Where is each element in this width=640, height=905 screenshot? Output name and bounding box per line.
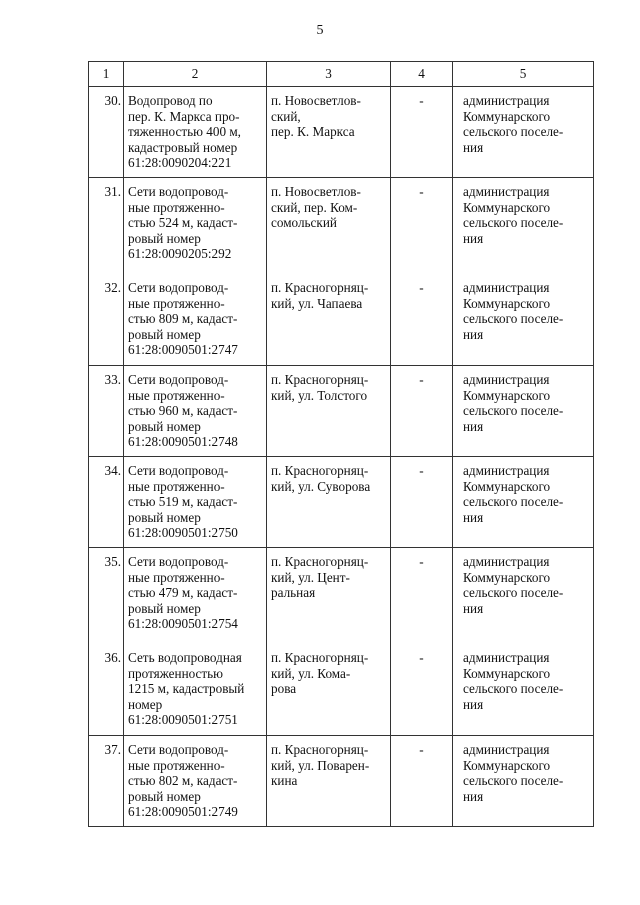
object-name-line: ные протяженно- [128,387,225,403]
object-location-line: п. Красногорняц- [271,371,369,387]
object-location-line: кий, ул. Чапаева [271,295,363,311]
object-name-line: стью 524 м, кадаст- [128,215,238,231]
object-name [124,178,267,274]
column-4-value [391,178,453,274]
owner-name-line: Коммунарского [463,387,551,403]
owner-name-line: ния [463,696,484,712]
owner-name-line: сельского поселе- [463,215,564,231]
owner-name-line: администрация [463,371,550,387]
owner-name-line: Коммунарского [463,478,551,494]
object-name-line: стью 519 м, кадаст- [128,494,238,510]
header-col-4: 4 [391,62,453,87]
row-number-text: 35. [104,553,121,569]
column-4-value-text: - [419,462,424,478]
object-location-line: кина [271,773,298,789]
owner-name-line: сельского поселе- [463,585,564,601]
object-name-line: Сети водопровод- [128,741,229,757]
object-name-line: Сеть водопроводная [128,649,242,665]
object-name-line: ровый номер [128,418,201,434]
owner-name [453,178,594,274]
owner-name-line: Коммунарского [463,665,551,681]
object-location-line: ральная [271,585,316,601]
object-location-line: п. Новосветлов- [271,184,361,199]
owner-name [453,644,594,736]
table-row [89,547,594,643]
column-4-value [391,547,453,643]
column-4-value [391,365,453,456]
object-name-line: ные протяженно- [128,478,225,494]
object-name-line: 61:28:0090501:2748 [128,434,238,450]
object-name-line: ные протяженно- [128,569,225,585]
owner-name-line: администрация [463,553,550,569]
row-number [89,456,124,547]
object-name-line: ровый номер [128,230,201,246]
row-number [89,644,124,736]
object-location-line: ский, [271,108,301,124]
object-name-line: номер [128,696,163,712]
column-4-value [391,274,453,366]
row-number-text: 30. [104,93,121,108]
object-name [124,644,267,736]
column-4-value [391,456,453,547]
object-location-line: п. Новосветлов- [271,93,361,108]
object-name-line: 61:28:0090501:2754 [128,616,238,632]
owner-name-line: ния [463,600,484,616]
object-location [267,274,391,366]
column-4-value [391,644,453,736]
object-location [267,456,391,547]
row-number [89,178,124,274]
owner-name-line: администрация [463,184,550,199]
column-4-value-text: - [419,553,424,569]
owner-name-line: сельского поселе- [463,124,564,140]
owner-name-line: сельского поселе- [463,494,564,510]
object-name-line: 61:28:0090501:2747 [128,342,238,358]
owner-name-line: Коммунарского [463,108,551,124]
owner-name-line: администрация [463,279,550,295]
object-name-line: Сети водопровод- [128,553,229,569]
column-4-value-text: - [419,649,424,665]
owner-name-line: Коммунарского [463,757,551,773]
header-col-3: 3 [267,62,391,87]
table-row [89,178,594,274]
object-location-line: кий, ул. Кома- [271,665,351,681]
owner-name-line: сельского поселе- [463,681,564,697]
owner-name-line: сельского поселе- [463,311,564,327]
column-4-value-text: - [419,741,424,757]
owner-name-line: ния [463,509,484,525]
object-name-line: 61:28:0090204:221 [128,155,232,171]
object-name-line: ные протяженно- [128,295,225,311]
registry-body [89,87,594,827]
object-name-line: протяженностью [128,665,224,681]
object-name-line: 61:28:0090501:2751 [128,712,238,728]
owner-name [453,735,594,826]
object-location-line: п. Красногорняц- [271,649,369,665]
row-number [89,87,124,178]
object-location-line: кий, ул. Поварен- [271,757,370,773]
object-name-line: ровый номер [128,788,201,804]
object-location [267,87,391,178]
object-name [124,456,267,547]
owner-name [453,274,594,366]
object-location-line: кий, ул. Суворова [271,478,371,494]
object-name-line: Сети водопровод- [128,279,229,295]
object-location [267,178,391,274]
object-name [124,87,267,178]
owner-name-line: администрация [463,649,550,665]
owner-name [453,547,594,643]
column-4-value-text: - [419,371,424,387]
owner-name-line: ния [463,418,484,434]
owner-name-line: ния [463,230,484,246]
object-location-line: ский, пер. Ком- [271,199,358,215]
object-name [124,365,267,456]
header-row [89,62,594,87]
owner-name-line: ния [463,326,484,342]
row-number-text: 33. [104,371,121,387]
column-4-value [391,735,453,826]
object-name [124,274,267,366]
owner-name-line: Коммунарского [463,569,551,585]
object-name-line: стью 809 м, кадаст- [128,311,238,327]
row-number [89,365,124,456]
row-number [89,547,124,643]
object-location [267,365,391,456]
table-row [89,644,594,736]
object-name-line: стью 802 м, кадаст- [128,773,238,789]
header-col-2: 2 [124,62,267,87]
owner-name-line: сельского поселе- [463,403,564,419]
row-number-text: 37. [104,741,121,757]
row-number-text: 31. [104,184,121,199]
object-location [267,547,391,643]
object-location-line: пер. К. Маркса [271,124,355,140]
object-location [267,644,391,736]
object-name [124,547,267,643]
object-name-line: Сети водопровод- [128,371,229,387]
object-name-line: ровый номер [128,509,201,525]
row-number-text: 34. [104,462,121,478]
owner-name [453,87,594,178]
header-col-5: 5 [453,62,594,87]
table-row [89,87,594,178]
page-number: 5 [316,23,324,38]
object-location-line: сомольский [271,215,337,231]
object-name-line: 61:28:0090501:2749 [128,804,238,820]
object-name-line: Сети водопровод- [128,462,229,478]
object-location-line: п. Красногорняц- [271,553,369,569]
object-name-line: пер. К. Маркса про- [128,108,240,124]
table-row [89,456,594,547]
object-location-line: п. Красногорняц- [271,741,369,757]
object-name-line: ные протяженно- [128,199,225,215]
object-location-line: кий, ул. Толстого [271,387,368,403]
registry-table [88,61,594,827]
table-row [89,365,594,456]
object-name-line: 61:28:0090501:2750 [128,525,238,541]
object-name-line: 61:28:0090205:292 [128,246,232,262]
owner-name-line: Коммунарского [463,295,551,311]
owner-name-line: администрация [463,741,550,757]
object-location [267,735,391,826]
owner-name-line: администрация [463,462,550,478]
object-location-line: кий, ул. Цент- [271,569,350,585]
owner-name-line: ния [463,139,484,155]
object-location-line: п. Красногорняц- [271,462,369,478]
column-4-value-text: - [419,93,424,108]
object-name-line: ные протяженно- [128,757,225,773]
table-row [89,735,594,826]
owner-name-line: сельского поселе- [463,773,564,789]
owner-name-line: администрация [463,93,550,108]
owner-name-line: ния [463,788,484,804]
object-location-line: п. Красногорняц- [271,279,369,295]
object-name-line: ровый номер [128,326,201,342]
row-number [89,735,124,826]
owner-name [453,365,594,456]
owner-name-line: Коммунарского [463,199,551,215]
object-name-line: кадастровый номер [128,139,238,155]
table-row [89,274,594,366]
object-name-line: 1215 м, кадастровый [128,681,245,697]
object-name [124,735,267,826]
row-number-text: 32. [104,279,121,295]
column-4-value-text: - [419,279,424,295]
object-name-line: Водопровод по [128,93,213,108]
object-name-line: стью 960 м, кадаст- [128,403,238,419]
object-name-line: тяженностью 400 м, [128,124,241,140]
row-number [89,274,124,366]
object-location-line: рова [271,681,297,697]
column-4-value [391,87,453,178]
object-name-line: стью 479 м, кадаст- [128,585,238,601]
header-col-1: 1 [89,62,124,87]
row-number-text: 36. [104,649,121,665]
owner-name [453,456,594,547]
column-4-value-text: - [419,184,424,199]
object-name-line: ровый номер [128,600,201,616]
object-name-line: Сети водопровод- [128,184,229,199]
